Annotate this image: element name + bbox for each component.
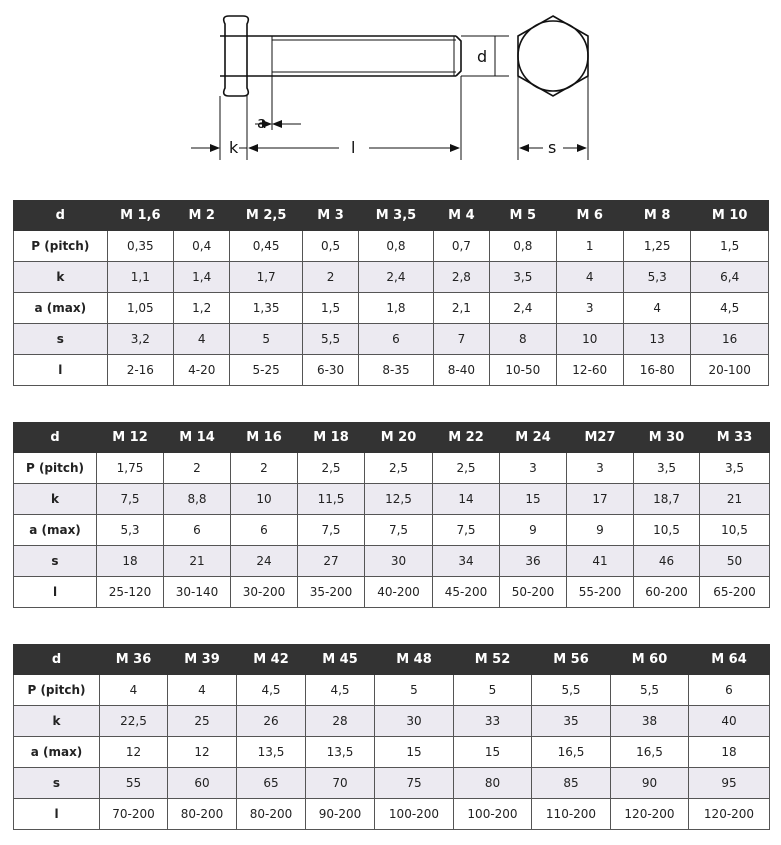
table-cell: 0,8 [490, 231, 556, 262]
table-cell: 13 [623, 324, 690, 355]
table-cell: 16-80 [623, 355, 690, 386]
column-header: M 24 [500, 423, 567, 453]
table-cell: 5-25 [230, 355, 302, 386]
table-cell: 1,5 [691, 231, 769, 262]
table-cell: 3,5 [490, 262, 556, 293]
table-cell: 60 [168, 768, 237, 799]
row-header: P (pitch) [14, 231, 108, 262]
table-cell: 1,35 [230, 293, 302, 324]
bolt-end-view [518, 16, 588, 96]
table-cell: 1,05 [107, 293, 173, 324]
table-cell: 80 [454, 768, 532, 799]
table-cell: 80-200 [168, 799, 237, 830]
table-row [14, 324, 769, 355]
table-cell: 0,4 [174, 231, 230, 262]
row-header: l [14, 577, 97, 608]
table-cell: 6 [359, 324, 433, 355]
row-header: P (pitch) [14, 675, 100, 706]
table-cell: 7,5 [365, 515, 433, 546]
table-cell: 2-16 [107, 355, 173, 386]
table-cell: 3,2 [107, 324, 173, 355]
table-cell: 6 [164, 515, 231, 546]
table-row [14, 799, 770, 830]
table-row [14, 546, 770, 577]
table-row [14, 453, 770, 484]
table-cell: 90-200 [306, 799, 375, 830]
column-header: M 30 [634, 423, 700, 453]
table-cell: 120-200 [689, 799, 770, 830]
table-cell: 11,5 [298, 484, 365, 515]
table-cell: 2 [302, 262, 358, 293]
table-cell: 6 [689, 675, 770, 706]
column-header: M 20 [365, 423, 433, 453]
table-cell: 60-200 [634, 577, 700, 608]
row-header: a (max) [14, 515, 97, 546]
table-cell: 15 [500, 484, 567, 515]
table-cell: 9 [500, 515, 567, 546]
a-label: a [257, 113, 267, 132]
row-header: s [14, 546, 97, 577]
table-cell: 10,5 [634, 515, 700, 546]
table-cell: 4 [168, 675, 237, 706]
table-cell: 2 [164, 453, 231, 484]
row-header: k [14, 262, 108, 293]
table-cell: 17 [567, 484, 634, 515]
table-cell: 70-200 [100, 799, 168, 830]
column-header: M 6 [556, 201, 623, 231]
column-header: d [14, 423, 97, 453]
table-cell: 2,5 [433, 453, 500, 484]
table-cell: 5 [230, 324, 302, 355]
table-cell: 22,5 [100, 706, 168, 737]
k-label: k [229, 138, 239, 157]
table-cell: 18 [97, 546, 164, 577]
table-cell: 3,5 [700, 453, 770, 484]
column-header: M 10 [691, 201, 769, 231]
column-header: M 3,5 [359, 201, 433, 231]
table-cell: 1,5 [302, 293, 358, 324]
table-row [14, 768, 770, 799]
column-header: M 52 [454, 645, 532, 675]
table-cell: 26 [237, 706, 306, 737]
column-header: M 36 [100, 645, 168, 675]
table-cell: 38 [611, 706, 689, 737]
table-cell: 5 [375, 675, 454, 706]
bolt-dimension-diagram [143, 0, 638, 175]
table-cell: 10,5 [700, 515, 770, 546]
d-label: d [477, 47, 488, 66]
table-cell: 6-30 [302, 355, 358, 386]
s-label: s [548, 138, 557, 157]
table-cell: 75 [375, 768, 454, 799]
table-cell: 95 [689, 768, 770, 799]
table-cell: 90 [611, 768, 689, 799]
table-cell: 2 [231, 453, 298, 484]
table-cell: 14 [433, 484, 500, 515]
column-header: M 42 [237, 645, 306, 675]
table-cell: 6 [231, 515, 298, 546]
table-cell: 120-200 [611, 799, 689, 830]
table-cell: 1,4 [174, 262, 230, 293]
column-header: M 18 [298, 423, 365, 453]
table-cell: 18 [689, 737, 770, 768]
column-header: M 64 [689, 645, 770, 675]
table-cell: 40 [689, 706, 770, 737]
table-cell: 5,5 [611, 675, 689, 706]
table-cell: 45-200 [433, 577, 500, 608]
table-cell: 12-60 [556, 355, 623, 386]
column-header: d [14, 201, 108, 231]
table-cell: 15 [375, 737, 454, 768]
row-header: s [14, 324, 108, 355]
table-cell: 10-50 [490, 355, 556, 386]
column-header: M 2,5 [230, 201, 302, 231]
table-cell: 65 [237, 768, 306, 799]
table-cell: 35-200 [298, 577, 365, 608]
table-cell: 2,5 [365, 453, 433, 484]
table-cell: 5,5 [532, 675, 611, 706]
table-cell: 4,5 [306, 675, 375, 706]
table-row [14, 355, 769, 386]
table-cell: 0,35 [107, 231, 173, 262]
table-cell: 33 [454, 706, 532, 737]
table-cell: 55-200 [567, 577, 634, 608]
table-cell: 41 [567, 546, 634, 577]
table-cell: 30-200 [231, 577, 298, 608]
table-cell: 16 [691, 324, 769, 355]
table-cell: 7,5 [97, 484, 164, 515]
column-header: M 39 [168, 645, 237, 675]
table-cell: 50-200 [500, 577, 567, 608]
row-header: l [14, 799, 100, 830]
table-cell: 46 [634, 546, 700, 577]
table-cell: 27 [298, 546, 365, 577]
row-header: P (pitch) [14, 453, 97, 484]
column-header: M 5 [490, 201, 556, 231]
table-cell: 21 [700, 484, 770, 515]
table-cell: 1,7 [230, 262, 302, 293]
table-row [14, 737, 770, 768]
table-cell: 21 [164, 546, 231, 577]
column-header: M 45 [306, 645, 375, 675]
table-cell: 80-200 [237, 799, 306, 830]
table-cell: 5,3 [97, 515, 164, 546]
table-cell: 35 [532, 706, 611, 737]
column-header: M 3 [302, 201, 358, 231]
table-cell: 4 [623, 293, 690, 324]
table-header-row [14, 201, 769, 231]
column-header: M 8 [623, 201, 690, 231]
table-row [14, 484, 770, 515]
table-cell: 40-200 [365, 577, 433, 608]
table-cell: 12 [168, 737, 237, 768]
table-cell: 30 [365, 546, 433, 577]
column-header: M 1,6 [107, 201, 173, 231]
table-cell: 1 [556, 231, 623, 262]
table-cell: 100-200 [375, 799, 454, 830]
table-cell: 8-40 [433, 355, 489, 386]
column-header: M 60 [611, 645, 689, 675]
table-cell: 1,8 [359, 293, 433, 324]
table-cell: 3 [567, 453, 634, 484]
table-cell: 18,7 [634, 484, 700, 515]
table-cell: 15 [454, 737, 532, 768]
table-cell: 13,5 [237, 737, 306, 768]
row-header: s [14, 768, 100, 799]
bolt-side-view [220, 16, 461, 96]
table-cell: 25 [168, 706, 237, 737]
row-header: l [14, 355, 108, 386]
table-row [14, 231, 769, 262]
table-cell: 8-35 [359, 355, 433, 386]
column-header: M 22 [433, 423, 500, 453]
table-cell: 16,5 [532, 737, 611, 768]
table-cell: 7,5 [298, 515, 365, 546]
table-cell: 36 [500, 546, 567, 577]
table-cell: 0,45 [230, 231, 302, 262]
table-cell: 3 [500, 453, 567, 484]
table-cell: 7 [433, 324, 489, 355]
table-cell: 5 [454, 675, 532, 706]
row-header: k [14, 484, 97, 515]
table-row [14, 706, 770, 737]
column-header: M 12 [97, 423, 164, 453]
table-cell: 2,5 [298, 453, 365, 484]
table-cell: 0,8 [359, 231, 433, 262]
table-cell: 4,5 [237, 675, 306, 706]
table-row [14, 262, 769, 293]
table-row [14, 675, 770, 706]
table-cell: 30-140 [164, 577, 231, 608]
table-cell: 65-200 [700, 577, 770, 608]
table-header-row [14, 423, 770, 453]
table-cell: 30 [375, 706, 454, 737]
table-cell: 0,5 [302, 231, 358, 262]
table-cell: 25-120 [97, 577, 164, 608]
table-cell: 2,4 [359, 262, 433, 293]
table-cell: 1,25 [623, 231, 690, 262]
table-cell: 3 [556, 293, 623, 324]
table-cell: 4-20 [174, 355, 230, 386]
table-cell: 85 [532, 768, 611, 799]
row-header: a (max) [14, 737, 100, 768]
table-cell: 50 [700, 546, 770, 577]
table-cell: 70 [306, 768, 375, 799]
table-cell: 4 [174, 324, 230, 355]
table-cell: 4 [100, 675, 168, 706]
table-cell: 2,1 [433, 293, 489, 324]
table-cell: 1,2 [174, 293, 230, 324]
spec-table-1 [13, 200, 769, 386]
table-cell: 13,5 [306, 737, 375, 768]
column-header: M27 [567, 423, 634, 453]
table-cell: 100-200 [454, 799, 532, 830]
table-cell: 0,7 [433, 231, 489, 262]
table-cell: 110-200 [532, 799, 611, 830]
table-cell: 20-100 [691, 355, 769, 386]
table-row [14, 515, 770, 546]
table-cell: 5,3 [623, 262, 690, 293]
row-header: k [14, 706, 100, 737]
table-cell: 9 [567, 515, 634, 546]
table-cell: 7,5 [433, 515, 500, 546]
table-cell: 1,75 [97, 453, 164, 484]
column-header: M 48 [375, 645, 454, 675]
table-cell: 12 [100, 737, 168, 768]
table-cell: 4,5 [691, 293, 769, 324]
table-cell: 28 [306, 706, 375, 737]
table-cell: 10 [556, 324, 623, 355]
table-cell: 2,8 [433, 262, 489, 293]
table-cell: 3,5 [634, 453, 700, 484]
table-cell: 6,4 [691, 262, 769, 293]
column-header: M 56 [532, 645, 611, 675]
spec-table-3 [13, 644, 770, 830]
column-header: M 4 [433, 201, 489, 231]
column-header: M 2 [174, 201, 230, 231]
column-header: d [14, 645, 100, 675]
table-cell: 24 [231, 546, 298, 577]
table-cell: 8,8 [164, 484, 231, 515]
table-header-row [14, 645, 770, 675]
table-cell: 5,5 [302, 324, 358, 355]
table-cell: 34 [433, 546, 500, 577]
table-row [14, 577, 770, 608]
table-cell: 10 [231, 484, 298, 515]
table-cell: 12,5 [365, 484, 433, 515]
table-cell: 1,1 [107, 262, 173, 293]
table-row [14, 293, 769, 324]
table-cell: 8 [490, 324, 556, 355]
column-header: M 16 [231, 423, 298, 453]
column-header: M 14 [164, 423, 231, 453]
spec-table-2 [13, 422, 770, 608]
table-cell: 4 [556, 262, 623, 293]
table-cell: 55 [100, 768, 168, 799]
l-label: l [351, 138, 356, 157]
column-header: M 33 [700, 423, 770, 453]
table-cell: 2,4 [490, 293, 556, 324]
table-cell: 16,5 [611, 737, 689, 768]
row-header: a (max) [14, 293, 108, 324]
